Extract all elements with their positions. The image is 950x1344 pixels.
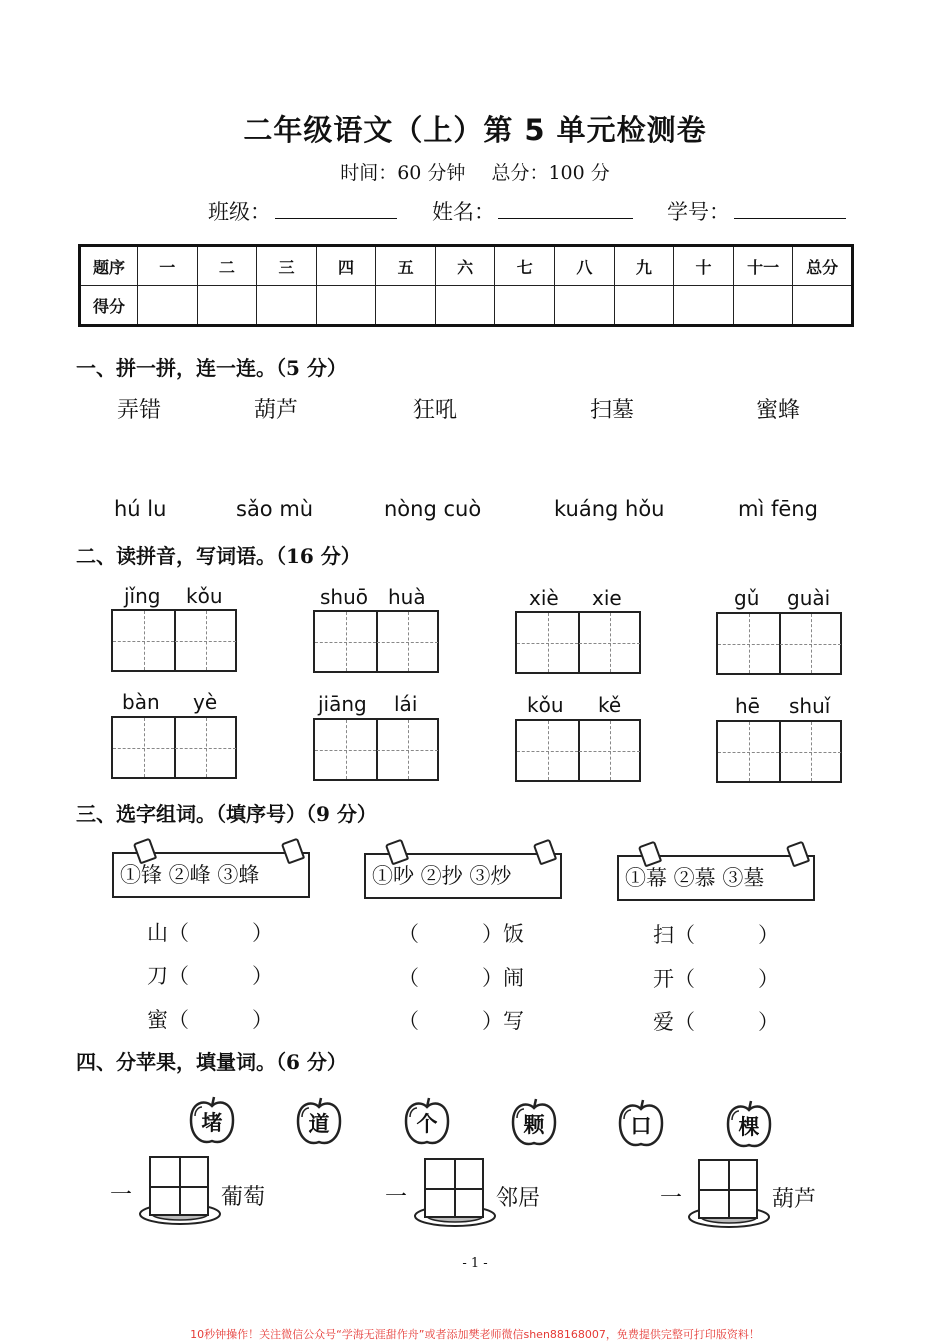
- score-cell[interactable]: [733, 286, 793, 326]
- score-col: 九: [614, 246, 674, 286]
- pinyin-syllable: xie: [592, 586, 622, 610]
- apple-icon[interactable]: [507, 1096, 561, 1150]
- basket[interactable]: [412, 1158, 498, 1228]
- writing-grid[interactable]: [313, 718, 439, 781]
- writing-grid[interactable]: [716, 720, 842, 783]
- score-cell[interactable]: [674, 286, 734, 326]
- match-pinyin[interactable]: nòng cuò: [384, 497, 482, 521]
- score-col: 八: [555, 246, 615, 286]
- answer-grid[interactable]: [149, 1156, 209, 1216]
- class-label: 班级：: [208, 200, 271, 224]
- score-row-label: 题序: [80, 246, 138, 286]
- pinyin-syllable: kǒu: [186, 584, 223, 608]
- answer-grid[interactable]: [424, 1158, 484, 1218]
- fill-blank[interactable]: （ ）闹: [398, 966, 524, 990]
- score-cell[interactable]: [435, 286, 495, 326]
- section4-heading: 四、分苹果，填量词。（6 分）: [76, 1050, 347, 1074]
- option-box: [364, 853, 562, 899]
- score-row-label: 得分: [80, 286, 138, 326]
- apple-measure-word: 道: [308, 1111, 330, 1136]
- fill-blank[interactable]: 扫（ ）: [653, 923, 779, 947]
- score-cell[interactable]: [138, 286, 198, 326]
- score-cell[interactable]: [197, 286, 257, 326]
- score-col: 二: [197, 246, 257, 286]
- answer-grid[interactable]: [698, 1159, 758, 1219]
- apple-measure-word: 堵: [201, 1110, 223, 1135]
- score-cell[interactable]: [257, 286, 317, 326]
- option-text: ①幕 ②慕 ③墓: [625, 866, 765, 890]
- noun-word: 葫芦: [772, 1187, 817, 1212]
- fill-blank[interactable]: 开（ ）: [653, 967, 779, 991]
- writing-grid[interactable]: [111, 716, 237, 779]
- pinyin-syllable: shuō: [320, 585, 369, 609]
- section2-heading: 二、读拼音，写词语。（16 分）: [76, 544, 361, 568]
- basket[interactable]: [686, 1159, 772, 1229]
- page-number: - 1 -: [462, 1256, 488, 1271]
- page-title: 二年级语文（上）第 5 单元检测卷: [243, 113, 707, 147]
- option-text: ①锋 ②峰 ③蜂: [120, 863, 260, 887]
- pinyin-syllable: jǐng: [124, 584, 161, 608]
- name-label: 姓名：: [432, 200, 495, 224]
- score-col: 十: [674, 246, 734, 286]
- apple-icon[interactable]: [722, 1098, 776, 1152]
- pinyin-syllable: lái: [394, 692, 418, 716]
- pinyin-syllable: yè: [193, 690, 218, 714]
- pinyin-syllable: guài: [787, 586, 831, 610]
- clip-icon: [385, 839, 409, 866]
- writing-grid[interactable]: [515, 719, 641, 782]
- score-header-row: [80, 246, 853, 286]
- clip-icon: [533, 839, 557, 866]
- score-col: 五: [376, 246, 436, 286]
- score-col: 三: [257, 246, 317, 286]
- fill-blank[interactable]: （ ）写: [398, 1009, 524, 1033]
- pinyin-syllable: jiāng: [318, 692, 367, 716]
- pinyin-syllable: kě: [598, 693, 622, 717]
- score-cell[interactable]: [316, 286, 376, 326]
- pinyin-syllable: xiè: [529, 586, 559, 610]
- name-blank[interactable]: [498, 218, 633, 219]
- score-cell[interactable]: [555, 286, 615, 326]
- writing-grid[interactable]: [111, 609, 237, 672]
- option-box: [112, 852, 310, 898]
- apple-measure-word: 个: [416, 1111, 438, 1136]
- option-text: ①吵 ②抄 ③炒: [372, 864, 512, 888]
- score-cell[interactable]: [376, 286, 436, 326]
- score-col: 七: [495, 246, 555, 286]
- apple-icon[interactable]: [400, 1095, 454, 1149]
- number-one: 一: [110, 1183, 133, 1208]
- section3-heading: 三、选字组词。（填序号）（9 分）: [76, 802, 377, 826]
- number-one: 一: [385, 1185, 408, 1210]
- section1-heading: 一、拼一拼，连一连。（5 分）: [76, 356, 347, 380]
- writing-grid[interactable]: [716, 612, 842, 675]
- match-word[interactable]: 葫芦: [254, 398, 299, 423]
- apple-icon[interactable]: [292, 1095, 346, 1149]
- exam-total: 总分：100 分: [491, 162, 610, 184]
- score-col: 一: [138, 246, 198, 286]
- match-word[interactable]: 弄错: [117, 398, 162, 423]
- clip-icon: [281, 838, 305, 865]
- match-word[interactable]: 扫墓: [590, 398, 635, 423]
- score-cell[interactable]: [793, 286, 853, 326]
- apple-measure-word: 颗: [523, 1112, 545, 1137]
- noun-word: 邻居: [496, 1186, 541, 1211]
- score-col: 四: [316, 246, 376, 286]
- score-col: 六: [435, 246, 495, 286]
- match-word[interactable]: 蜜蜂: [756, 398, 801, 423]
- apple-icon[interactable]: [185, 1094, 239, 1148]
- match-pinyin[interactable]: mì fēng: [738, 497, 818, 521]
- writing-grid[interactable]: [515, 611, 641, 674]
- apple-icon[interactable]: [614, 1097, 668, 1151]
- fill-blank[interactable]: 爱（ ）: [653, 1010, 779, 1034]
- footer-note: 10秒钟操作！关注微信公众号“学海无涯甜作舟”或者添加樊老师微信shen88168007，免费提供完整可打印版资料！: [190, 1328, 760, 1341]
- pinyin-syllable: bàn: [122, 690, 160, 714]
- student-id-label: 学号：: [667, 200, 730, 224]
- noun-word: 葡萄: [221, 1185, 266, 1210]
- student-id-blank[interactable]: [734, 218, 846, 219]
- number-one: 一: [660, 1186, 683, 1211]
- clip-icon: [786, 841, 810, 868]
- score-col: 总分: [793, 246, 853, 286]
- score-value-row: [80, 286, 853, 326]
- basket[interactable]: [137, 1156, 223, 1226]
- match-pinyin[interactable]: kuáng hǒu: [554, 497, 665, 521]
- match-word[interactable]: 狂吼: [413, 398, 458, 423]
- clip-icon: [133, 838, 157, 865]
- apple-measure-word: 棵: [738, 1114, 760, 1139]
- clip-icon: [638, 841, 662, 868]
- score-cell[interactable]: [495, 286, 555, 326]
- pinyin-syllable: gǔ: [734, 586, 760, 610]
- option-box: [617, 855, 815, 901]
- writing-grid[interactable]: [313, 610, 439, 673]
- exam-meta: [0, 158, 950, 185]
- score-table: [78, 244, 854, 327]
- pinyin-syllable: huà: [388, 585, 426, 609]
- class-blank[interactable]: [275, 218, 397, 219]
- fill-blank[interactable]: （ ）饭: [398, 922, 524, 946]
- fill-blank[interactable]: 蜜（ ）: [147, 1008, 273, 1032]
- pinyin-syllable: shuǐ: [789, 694, 831, 718]
- score-cell[interactable]: [614, 286, 674, 326]
- fill-blank[interactable]: 刀（ ）: [147, 964, 273, 988]
- match-pinyin[interactable]: hú lu: [114, 497, 167, 521]
- fill-blank[interactable]: 山（ ）: [147, 921, 273, 945]
- match-pinyin[interactable]: sǎo mù: [236, 497, 314, 521]
- apple-measure-word: 口: [630, 1113, 652, 1138]
- score-col: 十一: [733, 246, 793, 286]
- exam-time: 时间：60 分钟: [340, 162, 466, 184]
- pinyin-syllable: kǒu: [527, 693, 564, 717]
- pinyin-syllable: hē: [735, 694, 760, 718]
